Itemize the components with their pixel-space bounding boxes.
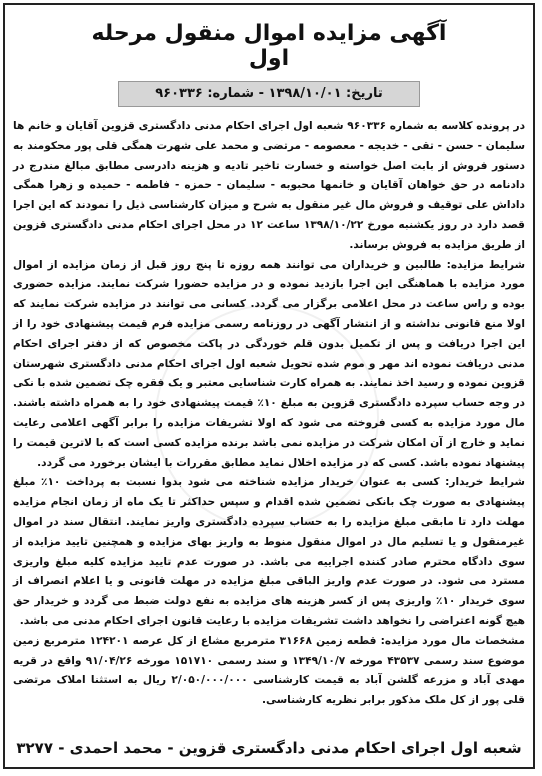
- intro-paragraph: در پرونده کلاسه به شماره ۹۶۰۳۳۶ شعبه اول اجرای احکام مدنی دادگستری قزوین آقایان و خانم ها سلیمان - حسن - تقی - خدیجه - معصومه - مرتضی و محمد علی شهرت همگی قلی پور محکومند به دستور فروش از بابت اصل خواسته و خسارت تاخیر تادیه و هزینه دادرسی مطابق مبالغ مندرج در دادنامه در حق خواهان آقایان و خانمها محبوبه - سلیمان - حمزه - فاطمه - حمیده و زهرا همگی داداش علی توقیف و فروش مال غیر منقول به شرح و میزان کارشناسی ذیل را نمودند که این اجرا قصد دارد در روز یکشنبه مورخ ۱۳۹۸/۱۰/۲۲ ساعت ۱۲ در محل اجرای احکام مدنی دادگستری قزوین از طریق مزایده به فروش برساند.: [13, 120, 526, 251]
- buyer-label: شرایط خریدار:: [445, 476, 525, 489]
- specs-text: قطعه زمین ۳۱۶۶۸ مترمربع مشاع از کل عرصه ۱۲۴۲۰۱ مترمربع زمین موضوع سند رسمی ۴۳۵۳۷ مورخه ۱۳۴۹/۱۰/۷ و سند رسمی ۱۵۱۷۱۰ مورخه ۹۱/۰۴/۲۶ واقع در قریه مهدی آباد و مزرعه گلشن آباد به قیمت کارشناسی ۲/۰۵۰/۰۰۰/۰۰۰ ریال به استثنا املاک مرتضی قلی پور از کل ملک مذکور برابر نظریه کارشناسی.: [13, 634, 525, 707]
- buyer-paragraph: [13, 473, 525, 631]
- date-number-bar: تاریخ: ۱۳۹۸/۱۰/۰۱ - شماره: ۹۶۰۳۳۶: [118, 81, 420, 107]
- notice-frame: [3, 3, 535, 769]
- notice-title: آگهی مزایده اموال منقول مرحله اول: [91, 21, 447, 71]
- specs-label: مشخصات مال مورد مزایده:: [380, 634, 525, 647]
- notice-body: [13, 117, 525, 711]
- conditions-label: شرایط مزایده:: [446, 258, 525, 271]
- buyer-text: کسی به عنوان خریدار مزایده شناخته می شود بدوا نسبت به پرداخت ۱۰٪ مبلغ پیشنهادی به صورت چک بانکی تضمین شده اقدام و سپس حداکثر تا یک ماه از زمان انجام مزایده مهلت دارد تا مابقی مبلغ مزایده را به حساب سپرده دادگستری واریز نمایند. انتقال سند در اموال غیرمنقول و یا تسلیم مال در اموال منقول منوط به واریز بهای مزایده و همچنین تایید مزایده از سوی دادگاه محترم صادر کننده اجراییه می باشد. در صورت عدم تایید مزایده کلیه مبلغ واریزی مسترد می شود. در صورت عدم واریز الباقی مبلغ مزایده در مهلت قانونی و یا اعلام انصراف از سوی خریدار ۱۰٪ واریزی پس از کسر هزینه های مزایده به نفع دولت ضبط می گردد و خریدار حق هیچ گونه اعتراضی را نخواهد داشت تشریفات مزایده با رعایت قانون اجرای احکام مدنی می باشد.: [13, 476, 525, 627]
- specs-paragraph: [13, 632, 525, 711]
- conditions-paragraph: [13, 256, 525, 474]
- signature-line: شعبه اول اجرای احکام مدنی دادگستری قزوین - محمد احمدی - ۳۲۷۷: [16, 739, 522, 757]
- conditions-text: طالبین و خریداران می توانند همه روزه تا پنج روز قبل از زمان مزایده از اموال مورد مزایده با هماهنگی این اجرا بازدید نموده و در مزایده حضورا شرکت نمایند. مزایده حضوری بوده و راس ساعت در محل اعلامی برگزار می گردد. کسانی می توانند در مزایده شرکت نمایند که اولا منع قانونی نداشته و از انتشار آگهی در روزنامه رسمی مزایده فرم قیمت پیشنهادی خود را از این اجرا دریافت و پس از تکمیل بدون قلم خوردگی در پاکت مخصوص که از دفتر اجرای احکام مدنی دریافت نموده اند مهر و موم شده تحویل شعبه اول اجرای احکام مدنی دادگستری شهرستان قزوین نموده و رسید اخذ نمایند. به همراه کارت شناسایی معتبر و یک فقره چک تضمین شده با نکی در وجه حساب سپرده دادگستری قزوین به مبلغ ۱۰٪ قیمت پیشنهادی خود را به همراه داشته باشند. مال مورد مزایده به کسی فروخته می شود که اولا تشریفات مزایده را برابر آگهی اعلامی رعایت نماید و خارج از آن امکان شرکت در مزایده نمی باشد برنده مزایده کسی است که با لاترین قیمت را پیشنهاد نموده باشد. کسی که در مزایده اخلال نماید مطابق مقررات با ایشان برخورد می گردد.: [13, 258, 525, 469]
